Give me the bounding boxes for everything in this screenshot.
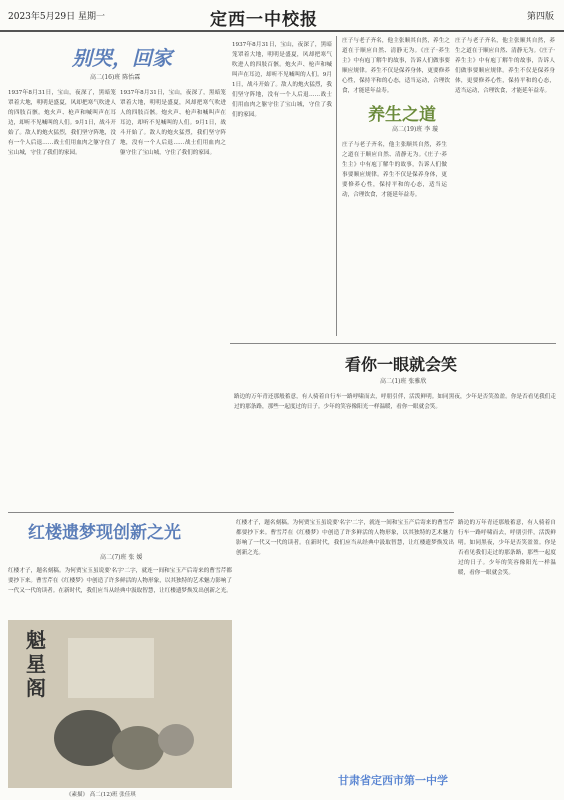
article-3-title: 看你一眼就会笑 [345,355,458,374]
masthead [0,0,564,32]
article-4-body: 红楼才子，题名刻稿。为何贾宝玉虽说要'名字'二字，就连一间和宝玉产后寄来的曹雪芹都要抄下来。曹雪芹在《红楼梦》中创造了许多鲜活的人物形象，以其独特的艺术魅力影响了一代又一代的读者。在新时代，我们应当从经典中汲取智慧，让红楼遗梦焕发出创新之光。 [8,568,232,594]
issue-date: 2023年5月29日 星期一 [8,12,105,22]
article-3-body-col2: 路边的万年青还那般蓄意，有人骑着自行车一路呼啸而去，呼朋引伴，活泼鲜明。如同黑夜，少年是否笑盈盈。你是否看见我们走过的那条路，那些一起度过的日子。少年的笑容像阳光一样温暖，看你一眼就会笑。 [458,520,556,576]
article-3-body: 路边的万年青还那般蓄意，有人骑着自行车一路呼啸而去，呼朋引伴，活泼鲜明。如同黑夜，少年是否笑盈盈。你是否看见我们走过的那条路，那些一起度过的日子。少年的笑容像阳光一样温暖，看你一眼就会笑。 [234,394,556,410]
artwork-caption: 《素描》 高二(12)班 张佳琪 [66,792,136,798]
article-4-author: 高二(7)班 张 媛 [100,554,143,561]
article-3-author: 高二(1)班 张雅欣 [380,378,427,385]
calligraphy-text: 魁星阁 [26,628,46,700]
article-4-title: 红楼遗梦现创新之光 [28,523,181,543]
article-2-author: 高二(19)班 李 璇 [392,126,439,133]
article-2-body: 庄子与老子齐名，他主张顺其自然，养生之道在于顺应自然、清静无为。《庄子·养生主》中有庖丁解牛的故事，告诉人们做事要顺应规律。养生不仅是保养身体，更要修养心性，保持平和的心态，适当运动，合理饮食，才能延年益寿。 [342,38,450,94]
article-2-title: 养生之道 [368,105,436,125]
article-4-body-col2: 红楼才子，题名刻稿。为何贾宝玉虽说要'名字'二字，就连一间和宝玉产后寄来的曹雪芹都要抄下来。曹雪芹在《红楼梦》中创造了许多鲜活的人物形象，以其独特的艺术魅力影响了一代又一代的读者。在新时代，我们应当从经典中汲取智慧，让红楼遗梦焕发出创新之光。 [236,520,454,556]
article-1-body-col3: 1937年8月31日，宝山，夜深了，黑暗笼罩着大地，明明是盛夏，风却把寒气吹进人的四肢百骸。炮火声、枪声和喊叫声在耳边，却听不见喊叫的人们。9月1日，战斗开始了。敌人的炮火猛烈，我们坚守阵地，没有一个人后退……战士们用血肉之躯守住了宝山城，守住了我们的家园。 [232,42,332,118]
article-2-body-col2: 庄子与老子齐名，他主张顺其自然，养生之道在于顺应自然、清静无为。《庄子·养生主》中有庖丁解牛的故事，告诉人们做事要顺应规律。养生不仅是保养身体，更要修养心性，保持平和的心态，适当运动，合理饮食，才能延年益寿。 [342,142,447,198]
sketch-artwork [8,620,232,788]
article-2-body-col3: 庄子与老子齐名，他主张顺其自然，养生之道在于顺应自然、清静无为。《庄子·养生主》中有庖丁解牛的故事，告诉人们做事要顺应规律。养生不仅是保养身体，更要修养心性，保持平和的心态，适当运动，合理饮食，才能延年益寿。 [455,38,555,94]
divider-horizontal-2 [8,512,454,513]
divider-horizontal [230,343,556,344]
article-1-body-col2: 1937年8月31日，宝山，夜深了，黑暗笼罩着大地，明明是盛夏，风却把寒气吹进人的四肢百骸。炮火声、枪声和喊叫声在耳边，却听不见喊叫的人们。9月1日，战斗开始了。敌人的炮火猛烈，我们坚守阵地，没有一个人后退……战士们用血肉之躯守住了宝山城，守住了我们的家园。 [120,90,226,156]
article-1-title: 别哭，回家 [72,46,172,70]
page-number: 第四版 [526,12,554,22]
watermark-text: 甘肃省定西市第一中学 [338,774,448,787]
paper-name: 定西一中校报 [210,10,318,30]
article-1-body: 1937年8月31日，宝山，夜深了，黑暗笼罩着大地，明明是盛夏，风却把寒气吹进人的四肢百骸。炮火声、枪声和喊叫声在耳边，却听不见喊叫的人们。9月1日，战斗开始了。敌人的炮火猛烈，我们坚守阵地，没有一个人后退……战士们用血肉之躯守住了宝山城，守住了我们的家园。 [8,90,116,156]
divider-vertical [336,36,337,336]
article-1-author: 高二(16)班 陈怡霖 [90,74,141,81]
